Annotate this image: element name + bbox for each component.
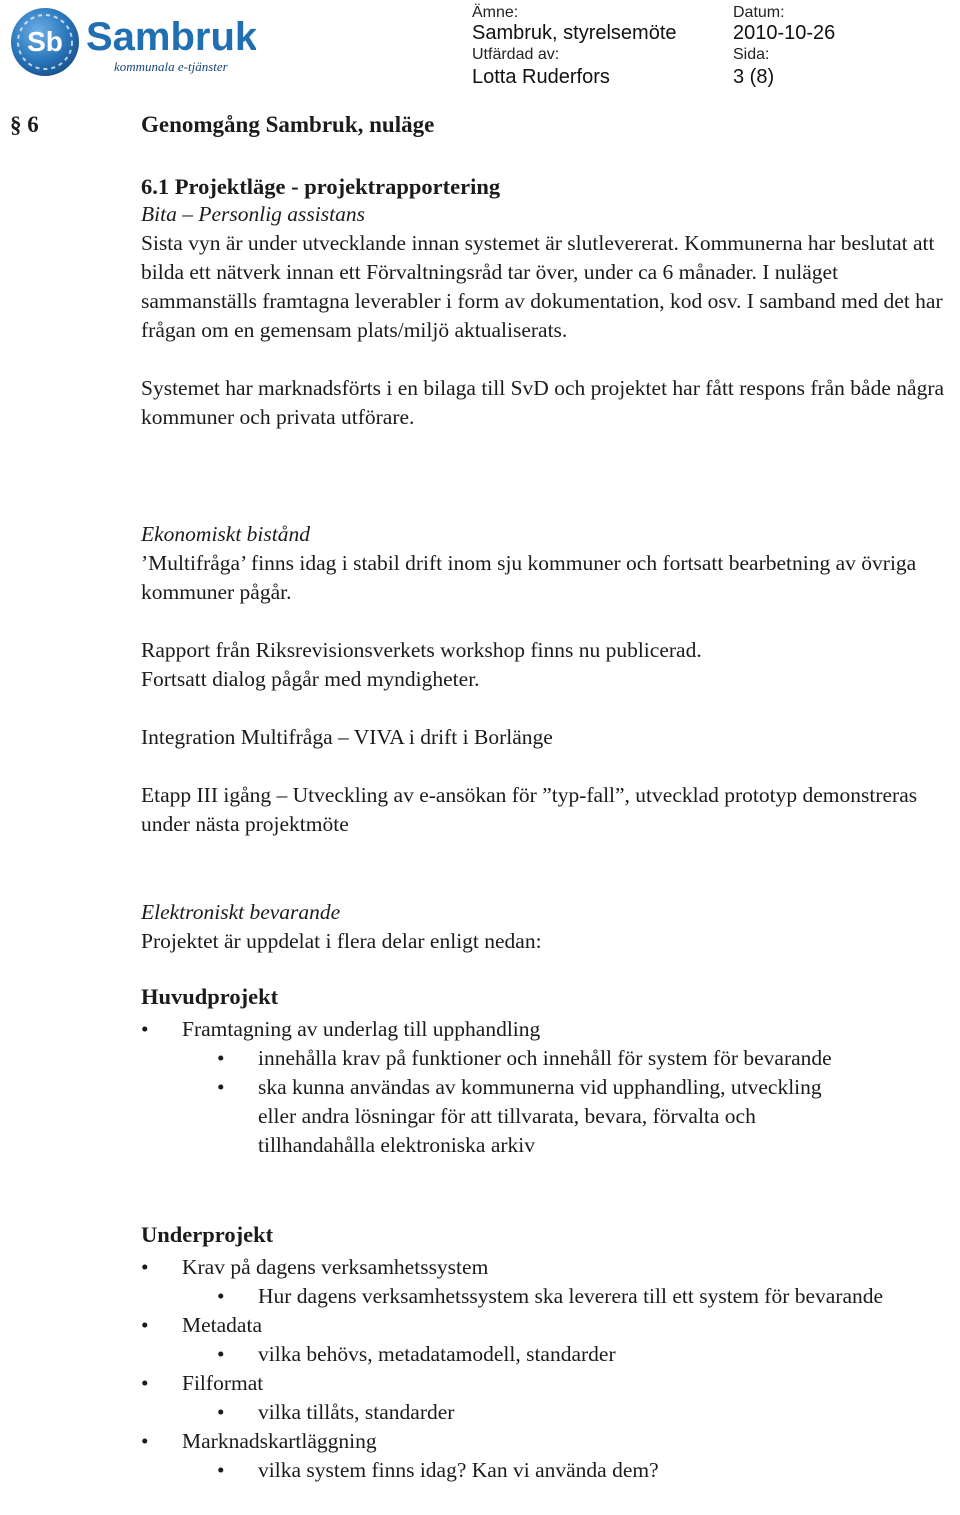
ekonomiskt-paragraph-1: ’Multifråga’ finns idag i stabil drift inom sju kommuner och fortsatt bearbetning av övriga kommuner pågår. [141, 551, 917, 604]
bita-paragraph-1: Sista vyn är under utvecklande innan systemet är slutlevererat. Kommunerna har beslutat att bilda ett nätverk innan ett Förvaltningsråd tar över, under ca 6 månader. I nuläget sammanställs framtagna leverabler i form av dokumentation, kod osv. I samband med det har frågan om en gemensam plats/miljö aktualiserats. [141, 231, 943, 342]
sub-list-item [91, 1398, 956, 1427]
section-number: § 6 [10, 112, 39, 137]
ekonomiskt-paragraph-2a: Rapport från Riksrevisionsverkets workshop finns nu publicerad. [141, 638, 702, 662]
section-heading [10, 112, 434, 138]
ekonomiskt-paragraph-2b: Fortsatt dialog pågår med myndigheter. [141, 667, 480, 691]
elektroniskt-intro: Projektet är uppdelat i flera delar enligt nedan: [141, 929, 542, 953]
list-item [91, 1311, 956, 1340]
bullet: • [141, 1429, 149, 1453]
sub-list-item [91, 1456, 956, 1485]
ekonomiskt-block [141, 520, 956, 839]
logo-tagline: kommunala e-tjänster [114, 59, 228, 74]
bullet: • [217, 1342, 225, 1366]
huvudprojekt-list [141, 1015, 956, 1160]
list-item-label: Filformat [182, 1371, 264, 1395]
ekonomiskt-heading: Ekonomiskt bistånd [141, 522, 310, 546]
subject-value: Sambruk, styrelsemöte [472, 22, 677, 44]
subject-label: Ämne: [472, 4, 519, 21]
page-number: 3 (8) [733, 66, 775, 88]
huvudprojekt-heading: Huvudprojekt [141, 984, 279, 1009]
underprojekt-list [141, 1253, 956, 1485]
bita-block [141, 200, 956, 432]
page-label: Sida: [733, 46, 770, 63]
underprojekt-heading-wrap [141, 1220, 956, 1249]
subsection-title: 6.1 Projektläge - projektrapportering [141, 174, 501, 199]
list-item-label: Marknadskartläggning [182, 1429, 377, 1453]
date-label: Datum: [733, 4, 785, 21]
sub-list-item [91, 1340, 956, 1369]
bullet: • [217, 1284, 225, 1308]
section-title: Genomgång Sambruk, nuläge [141, 112, 435, 137]
list-item-label: Metadata [182, 1313, 262, 1337]
huvudprojekt-heading-wrap [141, 982, 956, 1011]
bita-heading: Bita – Personlig assistans [141, 202, 365, 226]
sub-list-item-label: innehålla krav på funktioner och innehåll för system för bevarande [258, 1046, 832, 1070]
bullet: • [141, 1255, 149, 1279]
bullet: • [217, 1400, 225, 1424]
bullet: • [141, 1371, 149, 1395]
sub-list-item [91, 1044, 960, 1073]
bullet: • [141, 1017, 149, 1041]
bita-paragraph-2: Systemet har marknadsförts i en bilaga till SvD och projektet har fått respons från både några kommuner och privata utförare. [141, 376, 945, 429]
logo-monogram: Sb [27, 26, 63, 57]
elektroniskt-block [141, 898, 956, 956]
sambruk-logo [6, 4, 256, 80]
logo-wordmark: Sambruk [86, 15, 256, 59]
list-item [91, 1015, 956, 1044]
sub-list-item [91, 1073, 956, 1160]
issuer-value: Lotta Ruderfors [472, 66, 610, 88]
underprojekt-heading: Underprojekt [141, 1222, 274, 1247]
list-item [91, 1253, 956, 1282]
list-item [91, 1369, 956, 1398]
ekonomiskt-paragraph-3: Integration Multifråga – VIVA i drift i Borlänge [141, 725, 553, 749]
sub-list-item-label: vilka system finns idag? Kan vi använda dem? [258, 1458, 659, 1482]
list-item [91, 1427, 956, 1456]
bullet: • [217, 1046, 225, 1070]
elektroniskt-heading: Elektroniskt bevarande [141, 900, 341, 924]
issuer-label: Utfärdad av: [472, 46, 560, 63]
bullet: • [217, 1075, 225, 1099]
list-item-label: Krav på dagens verksamhetssystem [182, 1255, 489, 1279]
sub-list-item-label: Hur dagens verksamhetssystem ska leverera till ett system för bevarande [258, 1284, 884, 1308]
sub-list-item-label: vilka tillåts, standarder [258, 1400, 455, 1424]
sub-list-item [91, 1282, 956, 1311]
ekonomiskt-paragraph-4: Etapp III igång – Utveckling av e-ansökan för ”typ-fall”, utvecklad prototyp demonstreras under nästa projektmöte [141, 783, 918, 836]
bullet: • [217, 1458, 225, 1482]
subsection-6-1 [141, 172, 956, 201]
sub-list-item-label: vilka behövs, metadatamodell, standarder [258, 1342, 616, 1366]
sub-list-item-label: ska kunna användas av kommunerna vid upphandling, utveckling eller andra lösningar för att tillvarata, bevara, förvalta och tillhandahålla elektroniska arkiv [258, 1075, 822, 1157]
list-item-label: Framtagning av underlag till upphandling [182, 1017, 541, 1041]
date-value: 2010-10-26 [733, 22, 836, 44]
bullet: • [141, 1313, 149, 1337]
